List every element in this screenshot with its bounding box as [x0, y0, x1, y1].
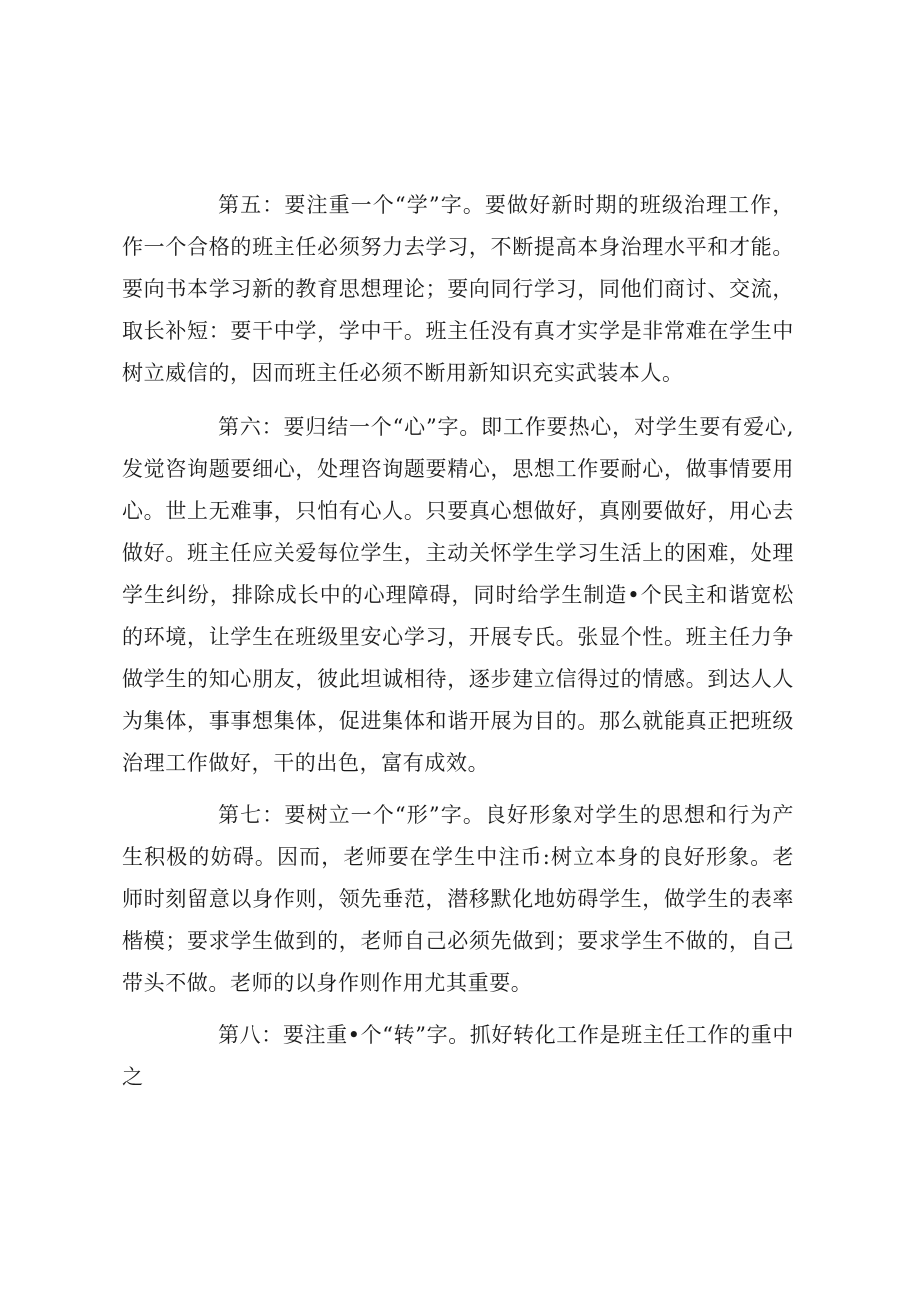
- paragraph-spacer: [122, 394, 794, 406]
- paragraph-spacer: [122, 784, 794, 794]
- paragraph-seventh: 第七：要树立一个“形”字。良好形象对学生的思想和行为产生积极的妨碍。因而，老师要在学生中注币:树立本身的良好形象。老师时刻留意以身作则，领先垂范，潜移默化地妨碍学生，做学生的表率楷模；要求学生做到的，老师自己必须先做到；要求学生不做的，自己带头不做。老师的以身作则作用尤其重要。: [122, 803, 794, 995]
- paragraph-sixth: 第六：要归结一个“心”字。即工作要热心，对学生要有爱心,发觉咨询题要细心，处理咨询题要精心，思想工作要耐心，做事情要用心。世上无难事，只怕有心人。只要真心想做好，真刚要做好，用心去做好。班主任应关爱每位学生，主动关怀学生学习生活上的困难，处理学生纠纷，排除成长中的心理障碍，同时给学生制造•个民主和谐宽松的环境，让学生在班级里安心学习，开展专氏。张显个性。班主任力争做学生的知心朋友，彼此坦诚相待，逐步建立信得过的情感。到达人人为集体，事事想集体，促进集体和谐开展为目的。那么就能真正把班级治理工作做好，干的出色，富有成效。: [122, 415, 794, 775]
- paragraph-fifth: 第五：要注重一个“学”字。要做好新时期的班级治理工作，作一个合格的班主任必须努力去学习，不断提高本身治理水平和才能。要向书本学习新的教育思想理论；要向同行学习，同他们商讨、交流，取长补短：要干中学，学中干。班主任没有真才实学是非常难在学生中树立威信的，因而班主任必须不断用新知识充实武装本人。: [122, 193, 794, 385]
- document-body: [122, 184, 794, 1098]
- paragraph-spacer: [122, 1004, 794, 1014]
- paragraph-eighth: 第八：要注重•个“转”字。抓好转化工作是班主任工作的重中之: [122, 1023, 794, 1089]
